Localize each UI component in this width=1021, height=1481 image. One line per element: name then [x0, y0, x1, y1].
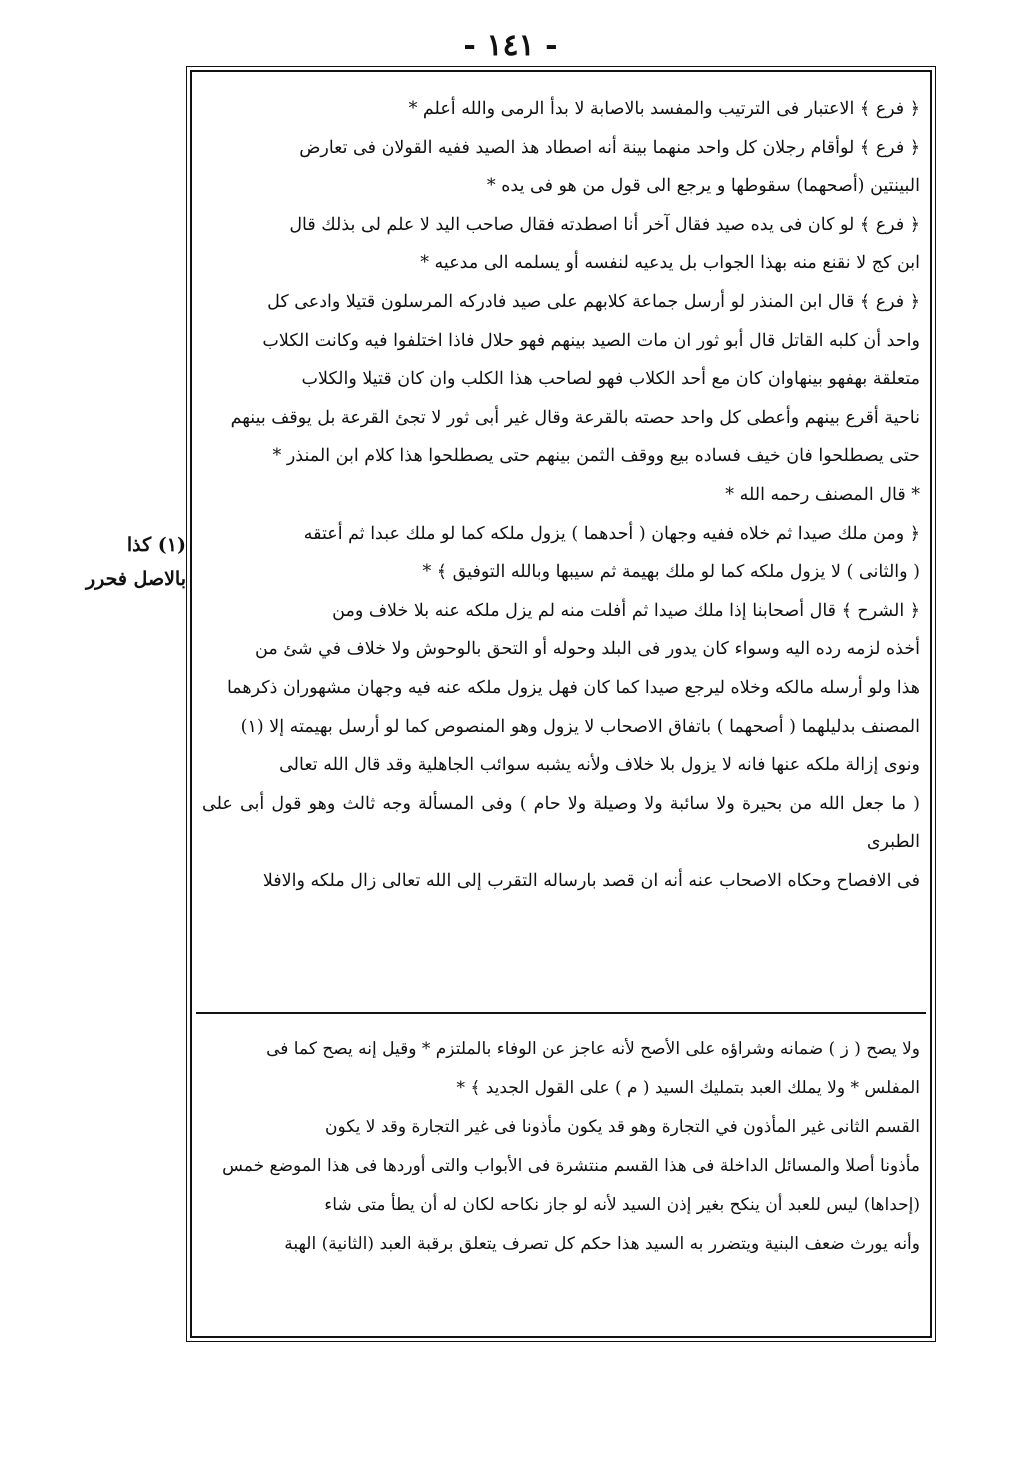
margin-note-line: بالاصل فحرر [85, 568, 186, 590]
text-line: القسم الثانى غير المأذون في التجارة وهو قد يكون مأذونا فى غير التجارة وقد لا يكون [324, 1117, 920, 1137]
text-line: فى الافصاح وحكاه الاصحاب عنه أنه ان قصد بارساله التقرب إلى الله تعالى زال ملكه والافلا [262, 870, 920, 891]
text-line: واحد أن كلبه القاتل قال أبو ثور ان مات الصيد بينهم فهو حلال فاذا اختلفوا فيه وكانت الكلاب [262, 330, 920, 351]
text-line: ﴿ فرع ﴾ لوأقام رجلان كل واحد منهما بينة أنه اصطاد هذ الصيد ففيه القولان فى تعارض [299, 137, 920, 158]
text-line: هذا ولو أرسله مالكه وخلاه ليرجع صيدا كما كان فهل يزول ملكه عنه فيه وجهان مشهوران ذكرهما [226, 677, 920, 698]
text-line: ولا يصح ( ز ) ضمانه وشراؤه على الأصح لأنه عاجز عن الوفاء بالملتزم * وقيل إنه يصح كما فى [266, 1039, 920, 1059]
page-number: - ١٤١ - [463, 28, 558, 63]
text-line: ﴿ الشرح ﴾ قال أصحابنا إذا ملك صيدا ثم أفلت منه لم يزل ملكه عنه بلا خلاف ومن [332, 600, 920, 621]
text-line: البينتين (أصحهما) سقوطها و يرجع الى قول من هو فى يده * [486, 176, 920, 197]
text-line: ونوى إزالة ملكه عنها فانه لا يزول بلا خلاف ولأنه يشبه سوائب الجاهلية وقد قال الله تعالى [279, 755, 920, 776]
text-line: مأذونا أصلا والمسائل الداخلة فى هذا القسم منتشرة فى الأبواب والتى أوردها فى هذا الموضع خمس [222, 1156, 920, 1176]
text-line: ناحية أقرع بينهم وأعطى كل واحد حصته بالقرعة وقال غير أبى ثور لا تجئ القرعة بل يوقف بينهم [230, 407, 920, 428]
text-line: المصنف بدليلهما ( أصحهما ) باتفاق الاصحاب لا يزول وهو المنصوص كما لو أرسل بهيمته إلا (١) [240, 716, 920, 737]
text-line: وأنه يورث ضعف البنية ويتضرر به السيد هذا حكم كل تصرف يتعلق برقبة العبد (الثانية) الهبة [284, 1234, 920, 1254]
text-line: ابن كج لا نقنع منه بهذا الجواب بل يدعيه لنفسه أو يسلمه الى مدعيه * [420, 253, 920, 274]
text-line: متعلقة بهفهو بينهاوان كان مع أحد الكلاب فهو لصاحب هذا الكلب وان كان قتيلا والكلاب [301, 369, 920, 390]
text-line: المفلس * ولا يملك العبد بتمليك السيد ( م ) على القول الجديد ﴾ * [456, 1078, 920, 1098]
text-line: ﴿ فرع ﴾ لو كان فى يده صيد فقال آخر أنا اصطدته فقال صاحب اليد لا علم لى بذلك قال [289, 214, 920, 235]
text-line: أخذه لزمه رده اليه وسواء كان يدور فى البلد وحوله أو التحق بالوحوش ولا خلاف في شئ من [255, 639, 920, 660]
text-line: حتى يصطلحوا فان خيف فساده بيع ووقف الثمن بينهم حتى يصطلحوا هذا كلام ابن المنذر * [272, 446, 920, 467]
text-line: ( والثانى ) لا يزول ملكه كما لو ملك بهيمة ثم سيبها وبالله التوفيق ﴾ * [422, 562, 920, 583]
text-line: ﴿ ومن ملك صيدا ثم خلاه ففيه وجهان ( أحدهما ) يزول ملكه كما لو ملك عبدا ثم أعتقه [303, 523, 920, 544]
text-line: ﴿ فرع ﴾ قال ابن المنذر لو أرسل جماعة كلابهم على صيد فادركه المرسلون قتيلا وادعى كل [267, 291, 920, 312]
lower-text-block [202, 1030, 920, 1264]
text-line: ﴿ فرع ﴾ الاعتبار فى الترتيب والمفسد بالاصابة لا بدأ الرمى والله أعلم * [408, 99, 920, 119]
main-text-block [202, 90, 920, 900]
text-line: ( ما جعل الله من بحيرة ولا سائبة ولا وصيلة ولا حام ) وفى المسألة وجه ثالث وهو قول أبى على الطبرى [202, 793, 920, 853]
section-divider [196, 1012, 926, 1014]
text-line: (إحداها) ليس للعبد أن ينكح بغير إذن السيد لأنه لو جاز نكاحه لكان له أن يطأ متى شاء [324, 1195, 920, 1215]
text-line: * قال المصنف رحمه الله * [725, 484, 920, 505]
margin-note [18, 528, 186, 596]
margin-note-line: (١) كذا [126, 534, 186, 556]
